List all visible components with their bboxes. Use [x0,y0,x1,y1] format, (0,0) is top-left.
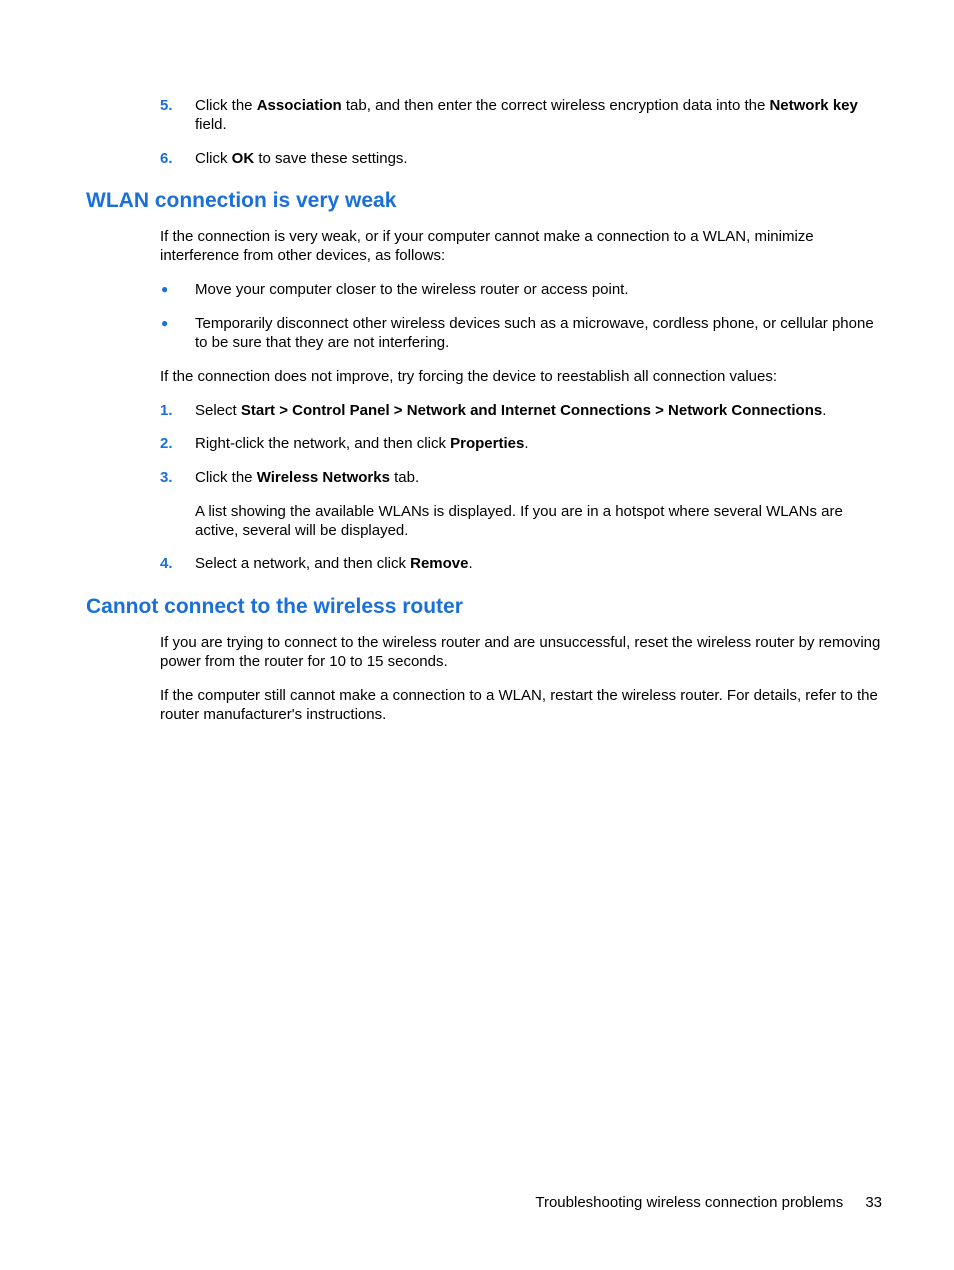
step-number: 2. [160,435,173,452]
bullet-item [160,314,886,352]
bullet-text: Move your computer closer to the wireless router or access point. [195,281,629,298]
step-number: 1. [160,402,173,419]
step-text: Select a network, and then click Remove. [195,555,473,572]
page-footer [535,1193,882,1212]
section-heading-cannot-connect: Cannot connect to the wireless router [86,595,463,618]
section1-para2: If the connection does not improve, try forcing the device to reestablish all connection values: [160,368,778,385]
step-text: Click the Association tab, and then enter the correct wireless encryption data into the Network key field. [195,97,858,133]
step-number: 6. [160,150,173,167]
section2-para1: If you are trying to connect to the wireless router and are unsuccessful, reset the wireless router by removing power from the router for 10 to 15 seconds. [160,634,881,670]
footer-title: Troubleshooting wireless connection problems [535,1194,844,1211]
step-number: 3. [160,469,173,486]
bullet-icon: ● [161,316,169,330]
step-note-text: A list showing the available WLANs is displayed. If you are in a hotspot where several WLANs are active, several will be displayed. [195,503,843,539]
step-text: Click the Wireless Networks tab. [195,469,420,486]
step-number: 4. [160,555,173,572]
list-item-step-3 [160,468,886,487]
step-text: Click OK to save these settings. [195,150,408,167]
bullet-text: Temporarily disconnect other wireless devices such as a microwave, cordless phone, or cellular phone to be sure that they are not interfering. [195,315,874,351]
page-number: 33 [865,1194,882,1211]
list-item-step-2 [160,434,886,453]
step-text: Right-click the network, and then click Properties. [195,435,529,452]
section1-intro: If the connection is very weak, or if your computer cannot make a connection to a WLAN, minimize interference from other devices, as follows: [160,228,814,264]
list-item-step-1 [160,401,886,420]
section-heading-wlan-weak: WLAN connection is very weak [86,189,397,212]
bullet-icon: ● [161,282,169,296]
list-item-step-6 [160,149,886,168]
step-text: Select Start > Control Panel > Network and Internet Connections > Network Connections. [195,402,827,419]
step-3-note [160,502,886,540]
list-item-step-5 [160,96,886,134]
list-item-step-4 [160,554,886,573]
section2-para2: If the computer still cannot make a connection to a WLAN, restart the wireless router. For details, refer to the router manufacturer's instructions. [160,687,878,723]
step-number: 5. [160,97,173,114]
bullet-item [160,280,886,299]
